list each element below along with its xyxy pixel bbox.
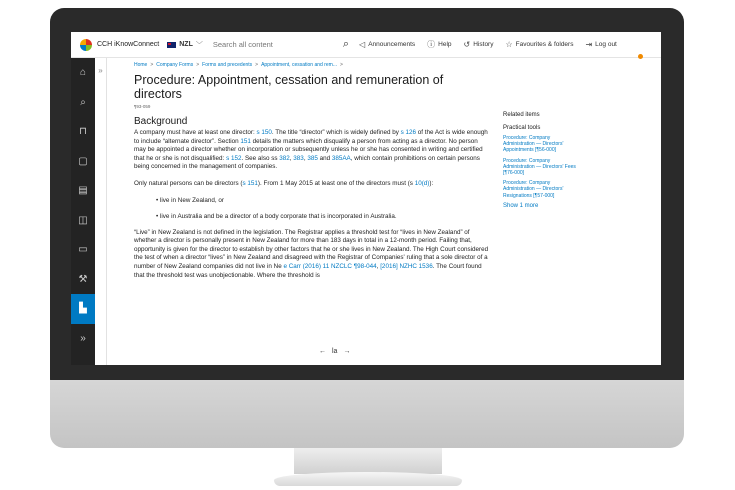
link-s382[interactable]: 382 [279,154,290,162]
link-s150[interactable]: s 150 [256,129,272,136]
related-link-fees[interactable]: Procedure: Company Administration — Directors' Fees [¶76-000] [503,157,576,177]
link-s10d[interactable]: 10(d) [414,179,430,187]
breadcrumb-separator: > [150,62,154,68]
chevron-down-icon: ﹀ [195,41,203,49]
text: ). From 1 May 2015 at least one of the directors must (s [257,179,415,187]
help-link[interactable] [427,39,451,50]
section-heading: Background [134,116,188,127]
text: , which contain prohibitions on certain persons being concerned in the management of companies. [134,154,480,171]
paragraph-1 [134,129,490,172]
breadcrumb-separator: > [339,62,343,68]
paragraph-2 [134,180,490,189]
document-content [134,62,490,362]
link-s126[interactable]: s 126 [400,129,417,136]
breadcrumb [134,62,490,68]
link-case-carr[interactable]: e Carr (2016) 11 NZCLC ¶98-044 [283,262,377,270]
text: , [303,154,308,162]
news-icon[interactable]: ▤ [78,185,88,197]
breadcrumb-separator: > [196,62,200,68]
favourites-link[interactable] [505,40,573,49]
document-nav-overlay [319,348,350,355]
help-label: Help [438,41,452,48]
region-label: NZL [179,41,193,48]
app-screen [71,32,661,365]
overlay-text: la [332,348,338,355]
breadcrumb-forms-precedents[interactable]: Forms and precedents [202,62,253,68]
megaphone-icon: ◁ [359,40,366,49]
related-items-title: Related items [503,112,540,118]
list-item: • live in Australia and be a director of a body corporate that is incorporated in Australia. [156,212,397,220]
breadcrumb-current[interactable]: Appointment, cessation and rem... [261,62,337,68]
logout-link[interactable] [585,40,616,49]
panel-collapse-toggle[interactable]: » [95,58,107,365]
help-icon: ⓘ [427,40,436,49]
text: . The Court found that the threshold test was unobjectionable. Where the threshold is [134,262,482,279]
related-items-panel [503,112,583,209]
text: ): [429,179,434,187]
tools-icon[interactable]: ⚒ [78,273,88,285]
paragraph-reference: ¶93-059 [134,104,151,109]
spacer [134,221,490,229]
bookmark-icon[interactable]: ⊓ [79,126,87,138]
link-nzhc-1536[interactable]: [2016] NZHC 1536 [380,262,433,270]
related-link-appointments[interactable]: Procedure: Company Administration — Directors' Appointments [¶56-000] [503,135,564,154]
practical-tools-heading: Practical tools [503,125,541,131]
search-icon[interactable]: ⌕ [342,38,350,50]
arrow-left-icon[interactable]: ← [319,348,326,355]
monitor-stand-neck [294,448,442,474]
arrow-right-icon[interactable]: → [343,348,351,355]
document-icon[interactable]: ▭ [78,244,88,256]
history-link[interactable] [464,40,494,49]
link-s385aa[interactable]: 385AA [331,154,351,162]
logout-label: Log out [595,41,617,48]
related-link-resignations[interactable]: Procedure: Company Administration — Directors' Resignations [¶57-000] [503,180,564,199]
text: A company must have at least one director: [134,129,257,136]
book-icon[interactable]: ◫ [78,214,88,226]
nz-flag-icon [167,42,176,48]
breadcrumb-home[interactable]: Home [134,62,148,68]
page-title: Procedure: Appointment, cessation and remuneration of directors [134,73,444,101]
search-icon[interactable]: ⌕ [80,96,86,108]
show-more-link[interactable]: Show 1 more [503,202,539,209]
text: and [317,154,332,162]
building-icon[interactable]: ▙ [71,294,95,324]
announcements-link[interactable] [359,40,415,49]
notification-dot [638,54,643,59]
link-s151[interactable]: 151 [240,137,251,145]
logout-icon: ⇥ [585,40,593,49]
text: , [289,154,294,162]
header-nav [359,39,617,50]
monitor-chin [50,380,684,448]
brand-name[interactable]: CCH iKnowConnect [97,41,160,48]
top-bar [71,32,661,58]
link-s152[interactable]: s 152 [226,154,242,162]
breadcrumb-company-forms[interactable]: Company Forms [156,62,194,68]
text: details the matters which disqualify a person from acting as a director. No person may be appointed a director whether on incorporation or subsequently unless he or she has consented in writing and certified that he or she is not disqualified: [134,137,483,162]
left-sidebar [71,58,95,365]
search-input[interactable]: Search all content [212,40,273,49]
history-icon: ↺ [463,40,471,49]
star-icon: ☆ [505,40,513,49]
text: , [376,262,381,270]
history-label: History [473,41,494,48]
spacer [134,172,490,180]
favourites-label: Favourites & folders [515,41,574,48]
list-item: • live in New Zealand, or [156,196,225,204]
text: “Live” in New Zealand is not defined in the legislation. The Registrar applies a threshold test for “lives in New Zealand” of whether a director is personally present in New Zealand for more than 183 days in total in a 12-month period. Failing that, opportunity is given for the director to establish by other factors that he or she lives in New Zealand. The High Court considered the test of when a director “lives” in New Zealand and disagreed with the Registrar of Companies' ruling that a sole director of a number of New Zealand companies did not live in Ne [134,228,489,270]
paragraph-3 [134,229,490,281]
expand-icon[interactable]: » [80,332,86,344]
briefcase-icon[interactable]: ▢ [78,155,88,167]
home-icon[interactable]: ⌂ [79,67,87,79]
text: . The title “director” which is widely defined by [271,129,401,136]
text: of the Act is wide enough to include “alternate director”. Section [134,129,488,145]
announcements-label: Announcements [368,41,416,48]
monitor-stand-base [274,472,462,486]
breadcrumb-separator: > [255,62,259,68]
text: . See also ss [241,154,280,162]
link-s383[interactable]: 383 [293,154,304,162]
link-s151[interactable]: s 151 [242,179,258,187]
brand-logo-icon[interactable] [80,39,92,51]
region-selector[interactable] [167,40,203,50]
text: Only natural persons can be directors ( [134,179,243,187]
link-s385[interactable]: 385 [307,154,318,162]
